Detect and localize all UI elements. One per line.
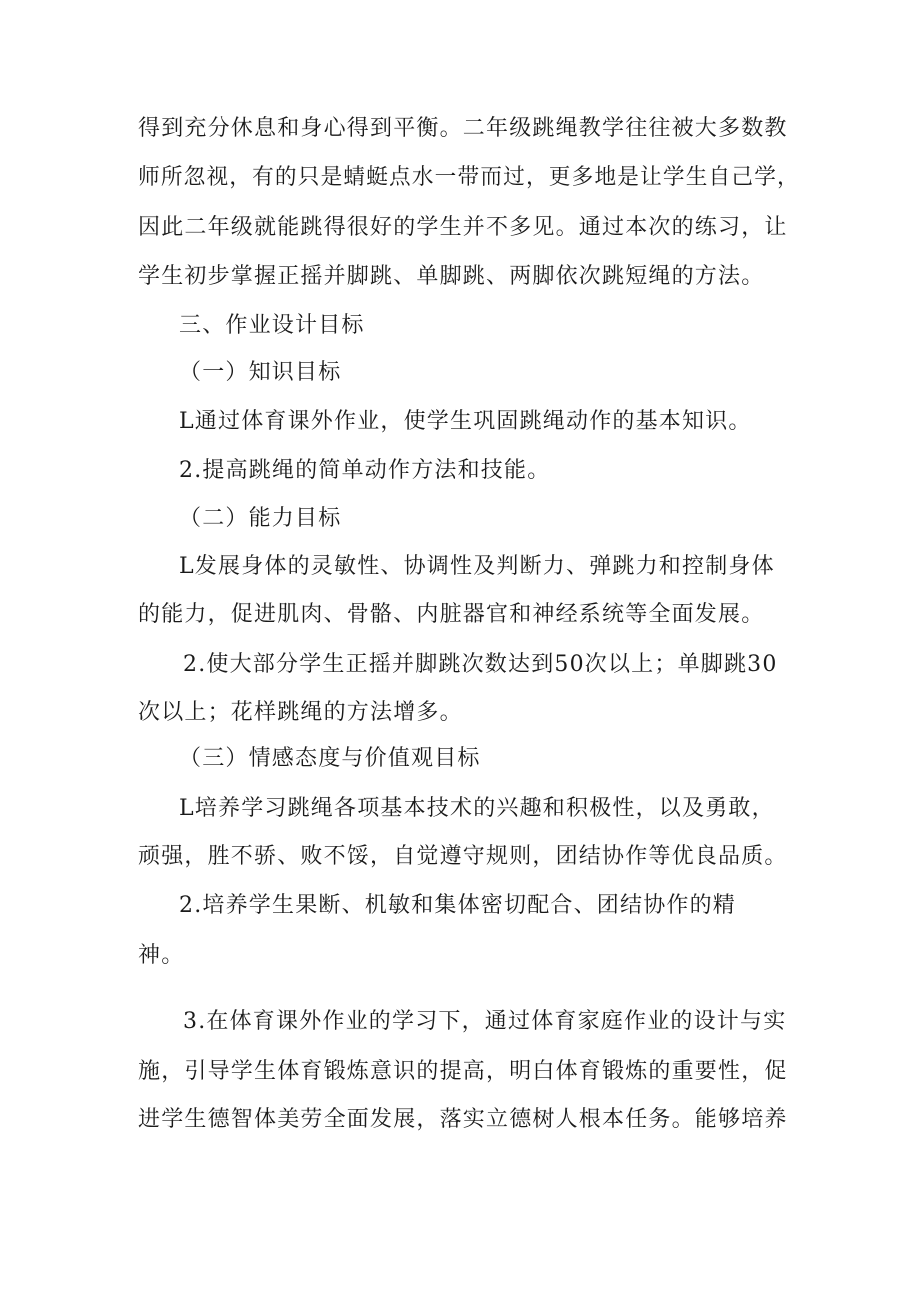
list-item: 2.提高跳绳的简单动作方法和技能。 bbox=[179, 458, 551, 483]
body-text-line: 学生初步掌握正摇并脚跳、单脚跳、两脚依次跳短绳的方法。 bbox=[138, 264, 765, 289]
body-text-line: 顽强，胜不骄、败不馁，自觉遵守规则，团结协作等优良品质。 bbox=[138, 844, 788, 869]
list-item: L通过体育课外作业，使学生巩固跳绳动作的基本知识。 bbox=[179, 409, 752, 434]
body-text-line: 因此二年级就能跳得很好的学生并不多见。通过本次的练习，让 bbox=[138, 215, 788, 240]
body-text-line: 的能力，促进肌肉、骨骼、内脏器官和神经系统等全面发展。 bbox=[138, 602, 765, 627]
subsection-heading: （一）知识目标 bbox=[179, 360, 342, 385]
body-text-line: 进学生德智体美劳全面发展，落实立德树人根本任务。能够培养 bbox=[138, 1107, 788, 1132]
body-text-line: 师所忽视，有的只是蜻蜓点水一带而过，更多地是让学生自己学， bbox=[138, 165, 800, 190]
list-item: L发展身体的灵敏性、协调性及判断力、弹跳力和控制身体 bbox=[179, 554, 775, 579]
body-text-line: 施，引导学生体育锻炼意识的提高，明白体育锻炼的重要性，促 bbox=[138, 1059, 788, 1084]
subsection-heading: （二）能力目标 bbox=[179, 506, 342, 531]
body-text-line: 神。 bbox=[138, 943, 185, 968]
list-item: L培养学习跳绳各项基本技术的兴趣和积极性，以及勇敢， bbox=[179, 796, 775, 821]
list-item: 2.使大部分学生正摇并脚跳次数达到50次以上；单脚跳30 bbox=[183, 652, 778, 677]
subsection-heading: （三）情感态度与价值观目标 bbox=[179, 746, 481, 771]
section-heading: 三、作业设计目标 bbox=[179, 313, 365, 338]
body-text-line: 次以上；花样跳绳的方法增多。 bbox=[138, 700, 463, 725]
list-item: 2.培养学生果断、机敏和集体密切配合、团结协作的精 bbox=[179, 893, 736, 918]
list-item: 3.在体育课外作业的学习下，通过体育家庭作业的设计与实 bbox=[183, 1009, 787, 1034]
body-text-line: 得到充分休息和身心得到平衡。二年级跳绳教学往往被大多数教 bbox=[138, 116, 788, 141]
